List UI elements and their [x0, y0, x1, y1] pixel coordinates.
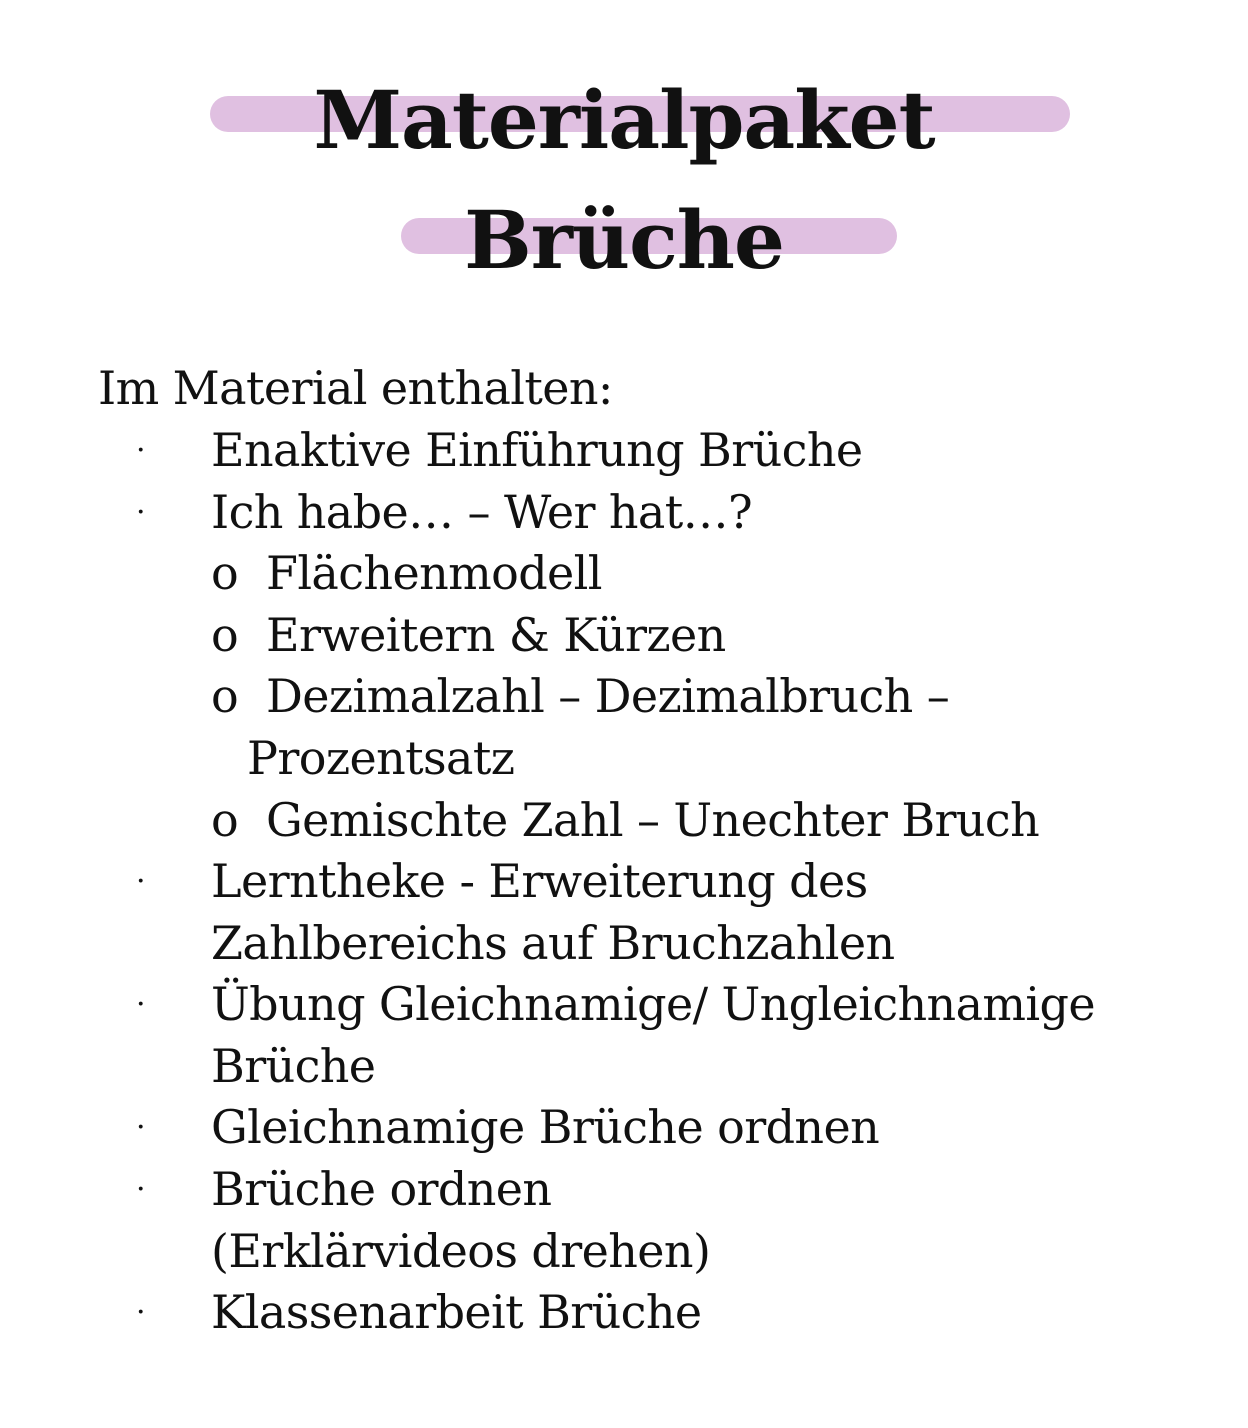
sub-list-item-text: Erweitern & Kürzen	[266, 608, 726, 662]
title-line-1: Materialpaket	[313, 73, 935, 167]
bullet-marker: ·	[136, 1295, 145, 1330]
sub-list-item-text: Dezimalzahl – Dezimalbruch –	[266, 669, 950, 723]
sub-list-item-text: Prozentsatz	[247, 731, 515, 785]
list-item-text: Gleichnamige Brüche ordnen	[211, 1100, 880, 1154]
bullet-marker: ·	[136, 864, 145, 899]
list-item-text: Klassenarbeit Brüche	[211, 1285, 702, 1339]
list-item-text: Zahlbereichs auf Bruchzahlen	[211, 916, 895, 970]
bullet-marker: ·	[136, 495, 145, 530]
list-item-text: (Erklärvideos drehen)	[211, 1224, 711, 1278]
list-item-text: Brüche	[211, 1039, 376, 1093]
bullet-marker: ·	[136, 1172, 145, 1207]
bullet-marker: ·	[136, 433, 145, 468]
sub-bullet-marker: o	[211, 793, 239, 847]
bullet-marker: ·	[136, 987, 145, 1022]
title-line-2: Brüche	[464, 193, 784, 287]
list-item-text: Enaktive Einführung Brüche	[211, 423, 863, 477]
sub-bullet-marker: o	[211, 608, 239, 662]
sub-bullet-marker: o	[211, 546, 239, 600]
list-item-text: Lerntheke - Erweiterung des	[211, 854, 868, 908]
list-item-text: Ich habe… – Wer hat…?	[211, 485, 753, 539]
intro-text: Im Material enthalten:	[98, 361, 613, 415]
list-item-text: Übung Gleichnamige/ Ungleichnamige	[211, 977, 1096, 1031]
sub-list-item-text: Gemischte Zahl – Unechter Bruch	[266, 793, 1040, 847]
sub-bullet-marker: o	[211, 669, 239, 723]
sub-list-item-text: Flächenmodell	[266, 546, 602, 600]
bullet-marker: ·	[136, 1110, 145, 1145]
list-item-text: Brüche ordnen	[211, 1162, 552, 1216]
